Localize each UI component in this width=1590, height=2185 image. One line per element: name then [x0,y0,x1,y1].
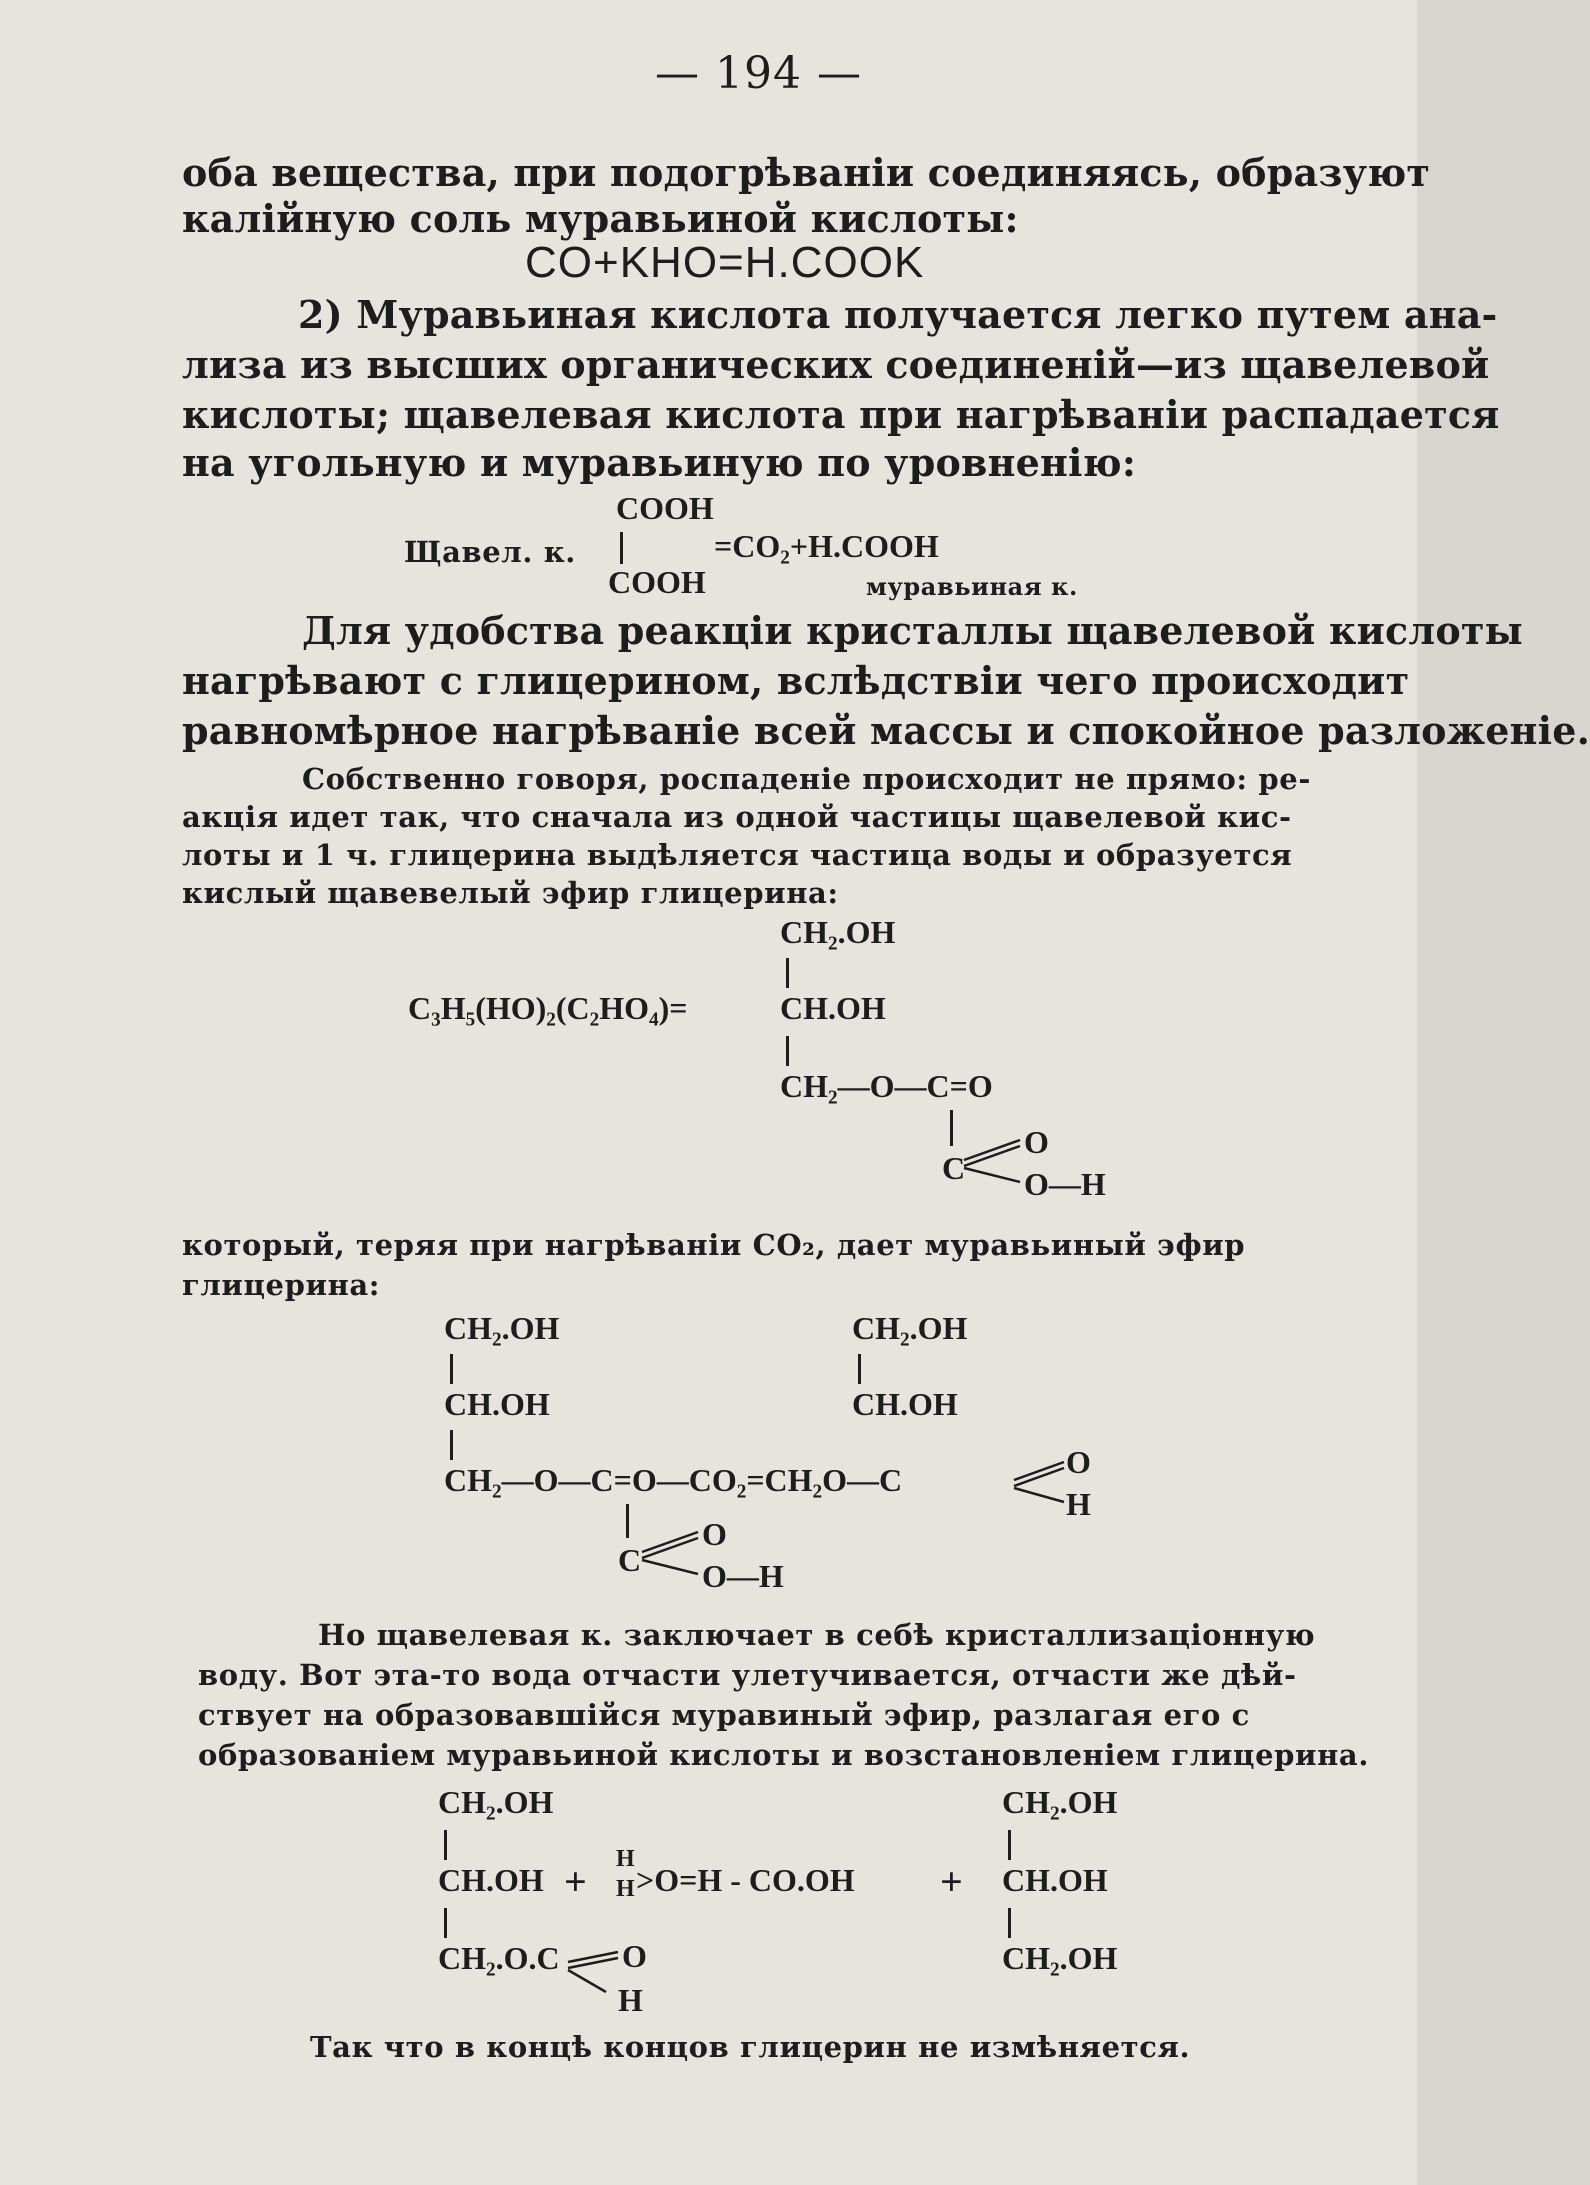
oxalic-result: =CO₂+H.COOH [714,528,939,564]
bond-line [786,1036,789,1066]
formic-caption: муравьиная к. [866,572,1078,601]
equation-co-kho: CO+KHO=H.COOK [525,238,925,287]
cooh-top: COOH [616,490,714,526]
text-line: на угольную и муравьиную по уровненію: [182,440,1137,485]
text-line: 2) Муравьиная кислота получается легко путем ана- [298,292,1498,337]
oxygen-a: O [622,1938,647,1974]
text-line: калійную соль муравьиной кислоты: [182,196,1019,241]
bond-line [786,958,789,988]
ch2oh-a: CH₂.OH [444,1310,560,1346]
page-number: — 194 — [655,48,862,99]
text-line: кислый щавевелый эфир глицерина: [182,876,839,910]
text-line: образованіем муравьиной кислоты и возстановленіем глицерина. [198,1738,1370,1772]
text-line: равномѣрное нагрѣваніе всей массы и спокойное разложеніе. [182,708,1590,753]
bond-line [858,1354,861,1384]
oxygen: O [1024,1124,1049,1160]
bond-line [620,532,623,564]
text-line: лоты и 1 ч. глицерина выдѣляется частица воды и образуется [182,838,1293,872]
glycerin-oxalate-left: C₃H₅(HO)₂(C₂HO₄)= [408,990,688,1026]
bond-line [626,1504,629,1538]
water-reaction: >O=H - CO.OH [636,1862,855,1898]
double-bond-lines [962,1130,1024,1190]
ch2oh-b: CH₂.OH [852,1310,968,1346]
bond-line [444,1908,447,1938]
ester-chain: CH₂—O—C=O—CO₂=CH₂O—C [444,1462,903,1498]
bond-line [450,1354,453,1384]
text-line: оба вещества, при подогрѣваніи соединяясь, образуют [182,150,1431,195]
oxygen-b: O [1066,1444,1091,1480]
choh-a: CH.OH [438,1862,544,1898]
text-line: Собственно говоря, роспаденіе происходит не прямо: ре- [302,762,1311,796]
water-h-top: H [616,1846,635,1872]
ester-group: CH₂.O.C [438,1940,560,1976]
hydrogen-b: H [1066,1486,1091,1522]
text-line: который, теряя при нагрѣваніи CO₂, дает муравьиный эфир [182,1228,1246,1262]
choh: CH.OH [780,990,886,1026]
ch2o-chain: CH₂—O—C=O [780,1068,993,1104]
cooh-bottom: COOH [608,564,706,600]
bond-line [450,1430,453,1460]
ch2oh-a: CH₂.OH [438,1784,554,1820]
text-line: ствует на образовавшійся муравиный эфир, разлагая его с [198,1698,1250,1732]
carbon: C [942,1150,966,1186]
ch2oh-b: CH₂.OH [1002,1784,1118,1820]
double-bond-lines [640,1522,702,1582]
bond-line [1008,1830,1011,1860]
plus-sign: + [564,1859,587,1904]
text-line: глицерина: [182,1268,381,1302]
text-line: акція идет так, что сначала из одной частицы щавелевой кис- [182,800,1292,834]
oxygen-a: O [702,1516,727,1552]
text-line: воду. Вот эта-то вода отчасти улетучивается, отчасти же дѣй- [198,1658,1297,1692]
hydroxyl-a: O—H [702,1558,784,1594]
plus-sign: + [940,1859,963,1904]
text-line: Для удобства реакціи кристаллы щавелевой кислоты [302,608,1523,653]
double-bond-lines [1012,1452,1068,1508]
hydroxyl: O—H [1024,1166,1106,1202]
text-line: нагрѣвают с глицерином, вслѣдствіи чего происходит [182,658,1410,703]
choh-b: CH.OH [852,1386,958,1422]
choh-b: CH.OH [1002,1862,1108,1898]
text-line: Но щавелевая к. заключает в себѣ кристаллизаціонную [318,1618,1316,1652]
choh-a: CH.OH [444,1386,550,1422]
bond-line [444,1830,447,1860]
carbon-a: C [618,1542,642,1578]
ch2oh: CH₂.OH [780,914,896,950]
bond-line [1008,1908,1011,1938]
text-line: лиза из высших органических соединеній—из щавелевой [182,342,1490,387]
ch2oh-b2: CH₂.OH [1002,1940,1118,1976]
text-line: кислоты; щавелевая кислота при нагрѣваніи распадается [182,392,1500,437]
water-h-bottom: H [616,1876,635,1902]
bond-line [950,1110,953,1146]
oxalic-label: Щавел. к. [404,535,576,569]
text-line: Так что в концѣ концов глицерин не измѣняется. [310,2030,1191,2064]
double-bond-lines [566,1944,620,1998]
hydrogen-a: H [618,1982,643,2018]
